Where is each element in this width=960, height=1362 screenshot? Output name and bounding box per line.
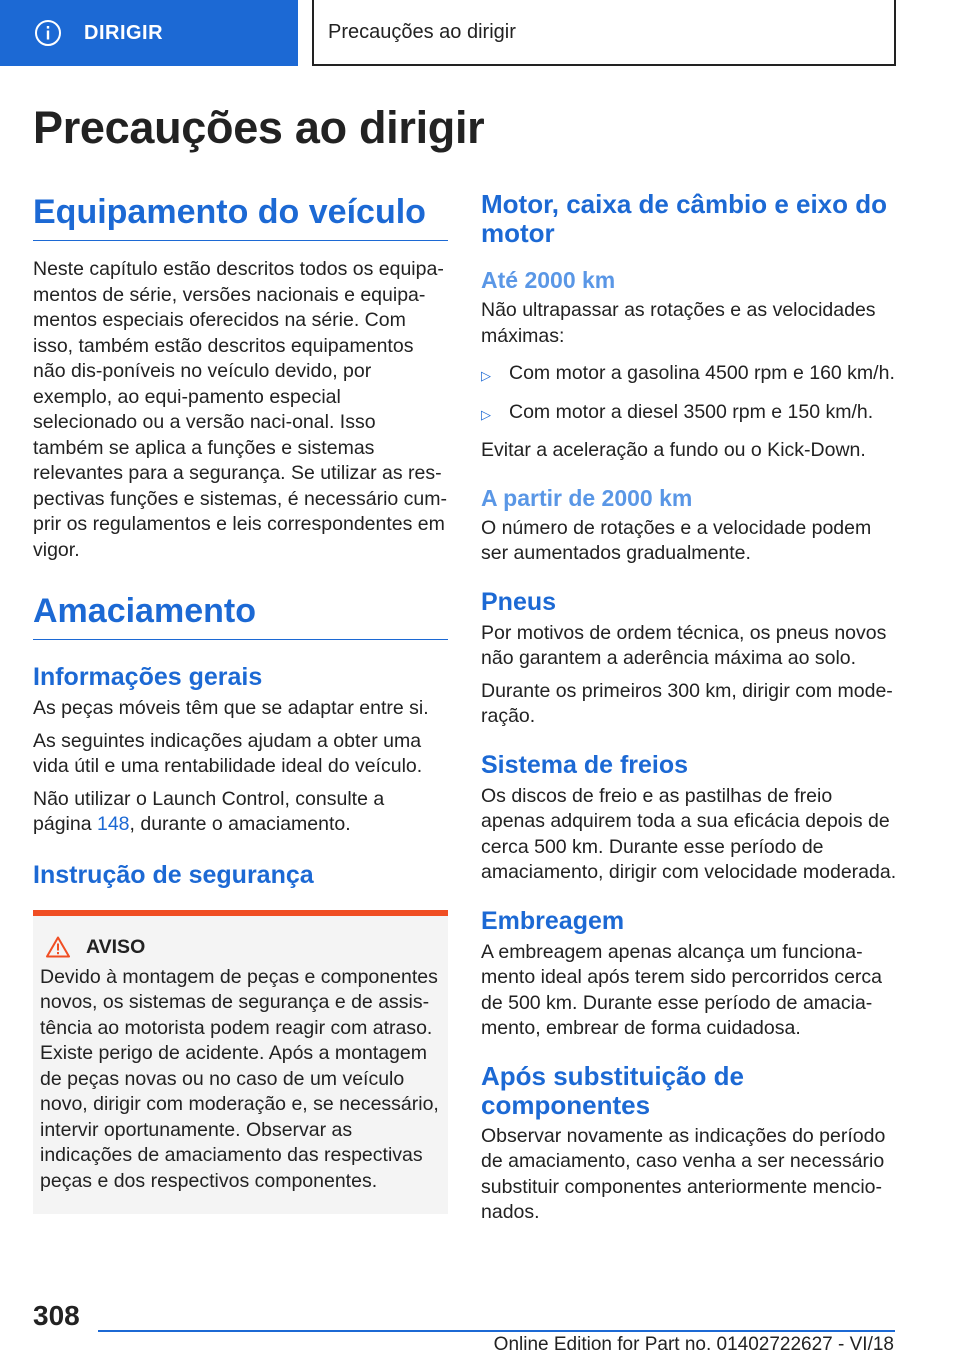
heading-ate-2000: Até 2000 km (481, 267, 616, 293)
pneus-text-1: Por motivos de ordem técnica, os pneus novos não garantem a aderência máxima ao solo. (481, 621, 887, 669)
equipamento-text: Neste capítulo estão descritos todos os equipa-mentos de série, versões nacionais e equipa-mentos especiais oferecidos na série. Com isso, também estão descritos equipamentos não dis-poníveis no veículo devido, por exemplo, ao equi-pamento especial selecionado ou a versão naci-onal. Isso também se aplica a funções e sistemas relevantes para a segurança. Se utilizar as res-pectivas funções e sistemas, é necessário cum-prir os regulamentos e leis correspondentes em vigor. (33, 258, 448, 561)
footer-edition: Online Edition for Part no. 01402722627 - VI/18 (493, 1334, 894, 1355)
warning-text: Devido à montagem de peças e componentes novos, os sistemas de segurança e de assis-tência ao motorista podem reagir com atraso. Existe perigo de acidente. Após a montagem de peças novas ou no caso de um veículo novo, dirigir com moderação e, se necessário, intervir oportunamente. Observar as indicações de amaciamento das respectivas peças e dos respectivos componentes. (40, 965, 439, 1192)
heading-equipamento: Equipamento do veículo (33, 190, 448, 241)
freios-text: Os discos de freio e as pastilhas de freio apenas adquirem toda a sua eficácia depois de cerca 500 km. Durante esse período de amaciamento, dirigir com velocidade moderada. (481, 784, 897, 883)
ate-text-2: Evitar a aceleração a fundo ou o Kick-Down. (481, 439, 866, 461)
embreagem-text: A embreagem apenas alcança um funciona-mento ideal após terem sido percorridos cerca de 500 km. Durante esse período de amacia-mento, embrear de forma cuidadosa. (481, 940, 883, 1039)
triangle-right-outline-icon: ▷ (481, 406, 491, 422)
info-text-3-a: Não utilizar o Launch Control, consulte a página (33, 787, 385, 835)
bullet-text: Com motor a diesel 3500 rpm e 150 km/h. (509, 400, 874, 423)
heading-amaciamento: Amaciamento (33, 589, 448, 640)
header-chapter-tab (312, 0, 896, 66)
info-text-2: As seguintes indicações ajudam a obter uma vida útil e uma rentabilidade ideal do veículo. (33, 729, 423, 777)
bullet-text: Com motor a gasolina 4500 rpm e 160 km/h. (509, 362, 895, 384)
heading-informacoes-gerais: Informações gerais (33, 663, 263, 691)
right-column (481, 190, 897, 1233)
pneus-text-2: Durante os primeiros 300 km, dirigir com mode-ração. (481, 679, 893, 727)
warning-title: AVISO (86, 935, 146, 958)
page-reference-link[interactable]: 148 (96, 813, 130, 835)
warning-header (40, 936, 440, 959)
page-number: 308 (33, 1300, 80, 1331)
warning-triangle-icon (46, 936, 70, 958)
ate-text: Não ultrapassar as rotações e as velocidades máximas: (481, 299, 876, 347)
header-chapter-label: Precauções ao dirigir (328, 20, 516, 43)
triangle-right-outline-icon: ▷ (481, 368, 491, 383)
heading-embreagem: Embreagem (481, 906, 625, 935)
apartir-text: O número de rotações e a velocidade podem ser aumentados gradualmente. (481, 516, 872, 564)
heading-pneus: Pneus (481, 587, 557, 616)
info-text-3 (33, 787, 448, 838)
left-column (33, 190, 448, 1214)
apos-text: Observar novamente as indicações do período de amaciamento, caso venha a ser necessário substituir componentes anteriormente mencio-nados. (481, 1124, 886, 1223)
heading-motor: Motor, caixa de câmbio e eixo do motor (481, 189, 888, 248)
header-section-label: DIRIGIR (84, 21, 164, 44)
header-section-tab[interactable] (0, 0, 298, 66)
info-circle-icon (34, 19, 62, 47)
footer-divider (98, 1330, 895, 1332)
list-item (481, 361, 897, 389)
heading-apos-substituicao: Após substituição de componentes (481, 1060, 744, 1120)
info-text-1: As peças móveis têm que se adaptar entre si. (33, 697, 429, 719)
info-text-3-b: , durante o amaciamento. (129, 813, 351, 835)
heading-sistema-freios: Sistema de freios (481, 750, 689, 779)
warning-box (33, 910, 448, 1215)
list-item (481, 400, 897, 428)
page-title: Precauções ao dirigir (33, 102, 485, 153)
heading-a-partir-2000: A partir de 2000 km (481, 484, 693, 511)
heading-instrucao-seguranca: Instrução de segurança (33, 860, 314, 889)
